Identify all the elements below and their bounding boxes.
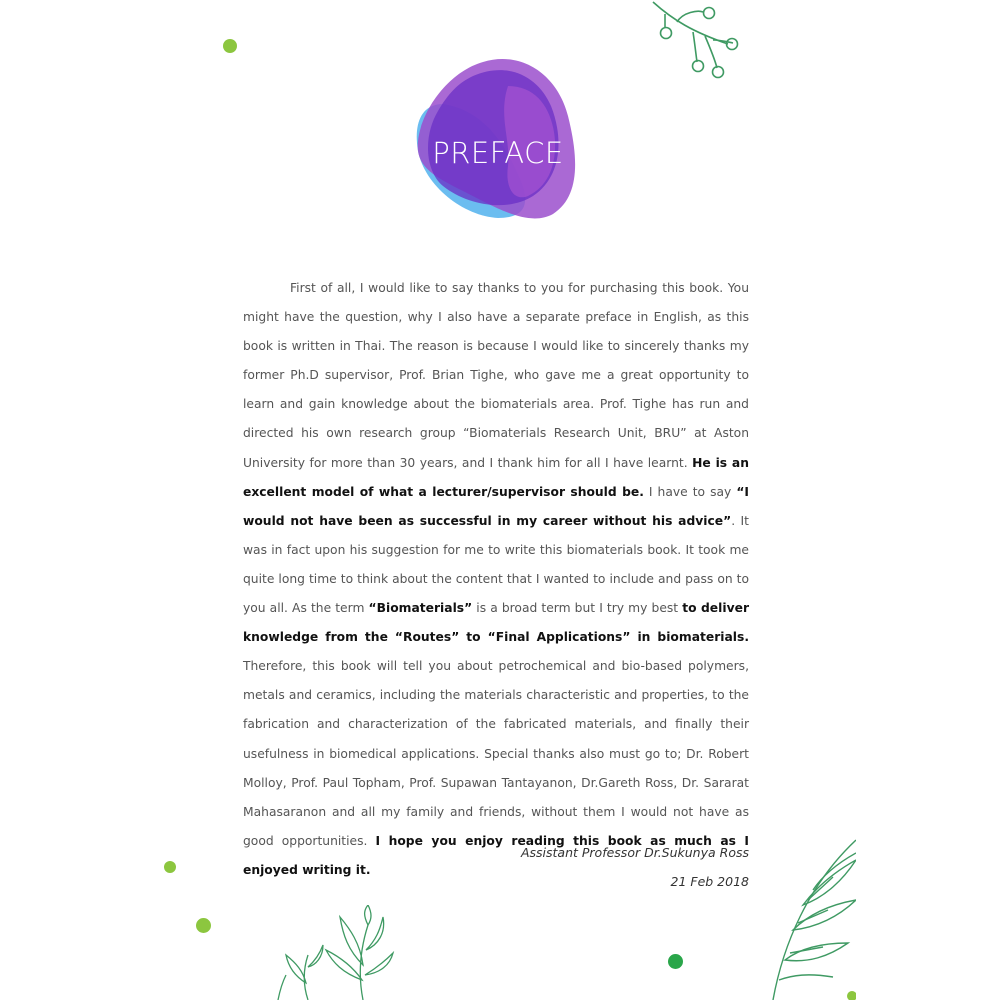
- preface-text: I have to say: [643, 484, 737, 499]
- decorative-dot-bottom-center: [668, 954, 683, 969]
- leaf-branch-top-right-icon: [643, 0, 753, 85]
- preface-text: First of all, I would like to say thanks to you for purchasing this book. You might have the question, why I also have a separate preface in English, as this book is written in Thai. The reason is because I would like to sincerely thanks my former Ph.D supervisor, Prof. Brian Tighe, who gave me a great opportunity to learn and gain knowledge about the biomaterials area. Prof. Tighe has run and directed his own research group “Biomaterials Research Unit, BRU” at Aston University for more than 30 years, and I thank him for all I have learnt.: [243, 281, 749, 470]
- preface-paragraph: [243, 274, 749, 885]
- preface-text: . It was in fact upon his suggestion for me to write this biomaterials book. It took me quite long time to think about the content that I wanted to include and pass on to you all. As the term: [243, 513, 749, 616]
- preface-body: [243, 274, 749, 885]
- preface-page: [143, 0, 856, 1000]
- leaf-branch-bottom-right-icon: [763, 835, 856, 1000]
- preface-emphasis: “I would not have been as successful in my career without his advice”: [243, 484, 749, 528]
- preface-text: is a broad term but I try my best: [472, 601, 683, 616]
- signature-name: Assistant Professor Dr.Sukunya Ross: [520, 845, 749, 860]
- decorative-dot-bottom-left-2: [196, 918, 211, 933]
- preface-text: Therefore, this book will tell you about petrochemical and bio-based polymers, metals and ceramics, including the materials characteristic and properties, to the fabrication and characterization of the fabricated materials, and finally their usefulness in biomedical applications. Special thanks also must go to; Dr. Robert Molloy, Prof. Paul Topham, Prof. Supawan Tantayanon, Dr.Gareth Ross, Dr. Sararat Mahasaranon and all my family and friends, without them I would not have as good opportunities.: [243, 659, 749, 848]
- decorative-dot-bottom-left: [164, 861, 176, 873]
- preface-emphasis: to deliver knowledge from the “Routes” to “Final Applications” in biomaterials.: [243, 601, 750, 645]
- page-title: PREFACE: [432, 136, 564, 170]
- decorative-dot-top-left: [223, 39, 237, 53]
- leaf-branch-bottom-left-icon: [268, 905, 408, 1000]
- preface-emphasis: He is an excellent model of what a lecturer/supervisor should be.: [243, 455, 749, 499]
- preface-emphasis: “Biomaterials”: [368, 601, 473, 616]
- signature-date: 21 Feb 2018: [670, 874, 749, 889]
- preface-emphasis: I hope you enjoy reading this book as much as I enjoyed writing it.: [243, 833, 750, 877]
